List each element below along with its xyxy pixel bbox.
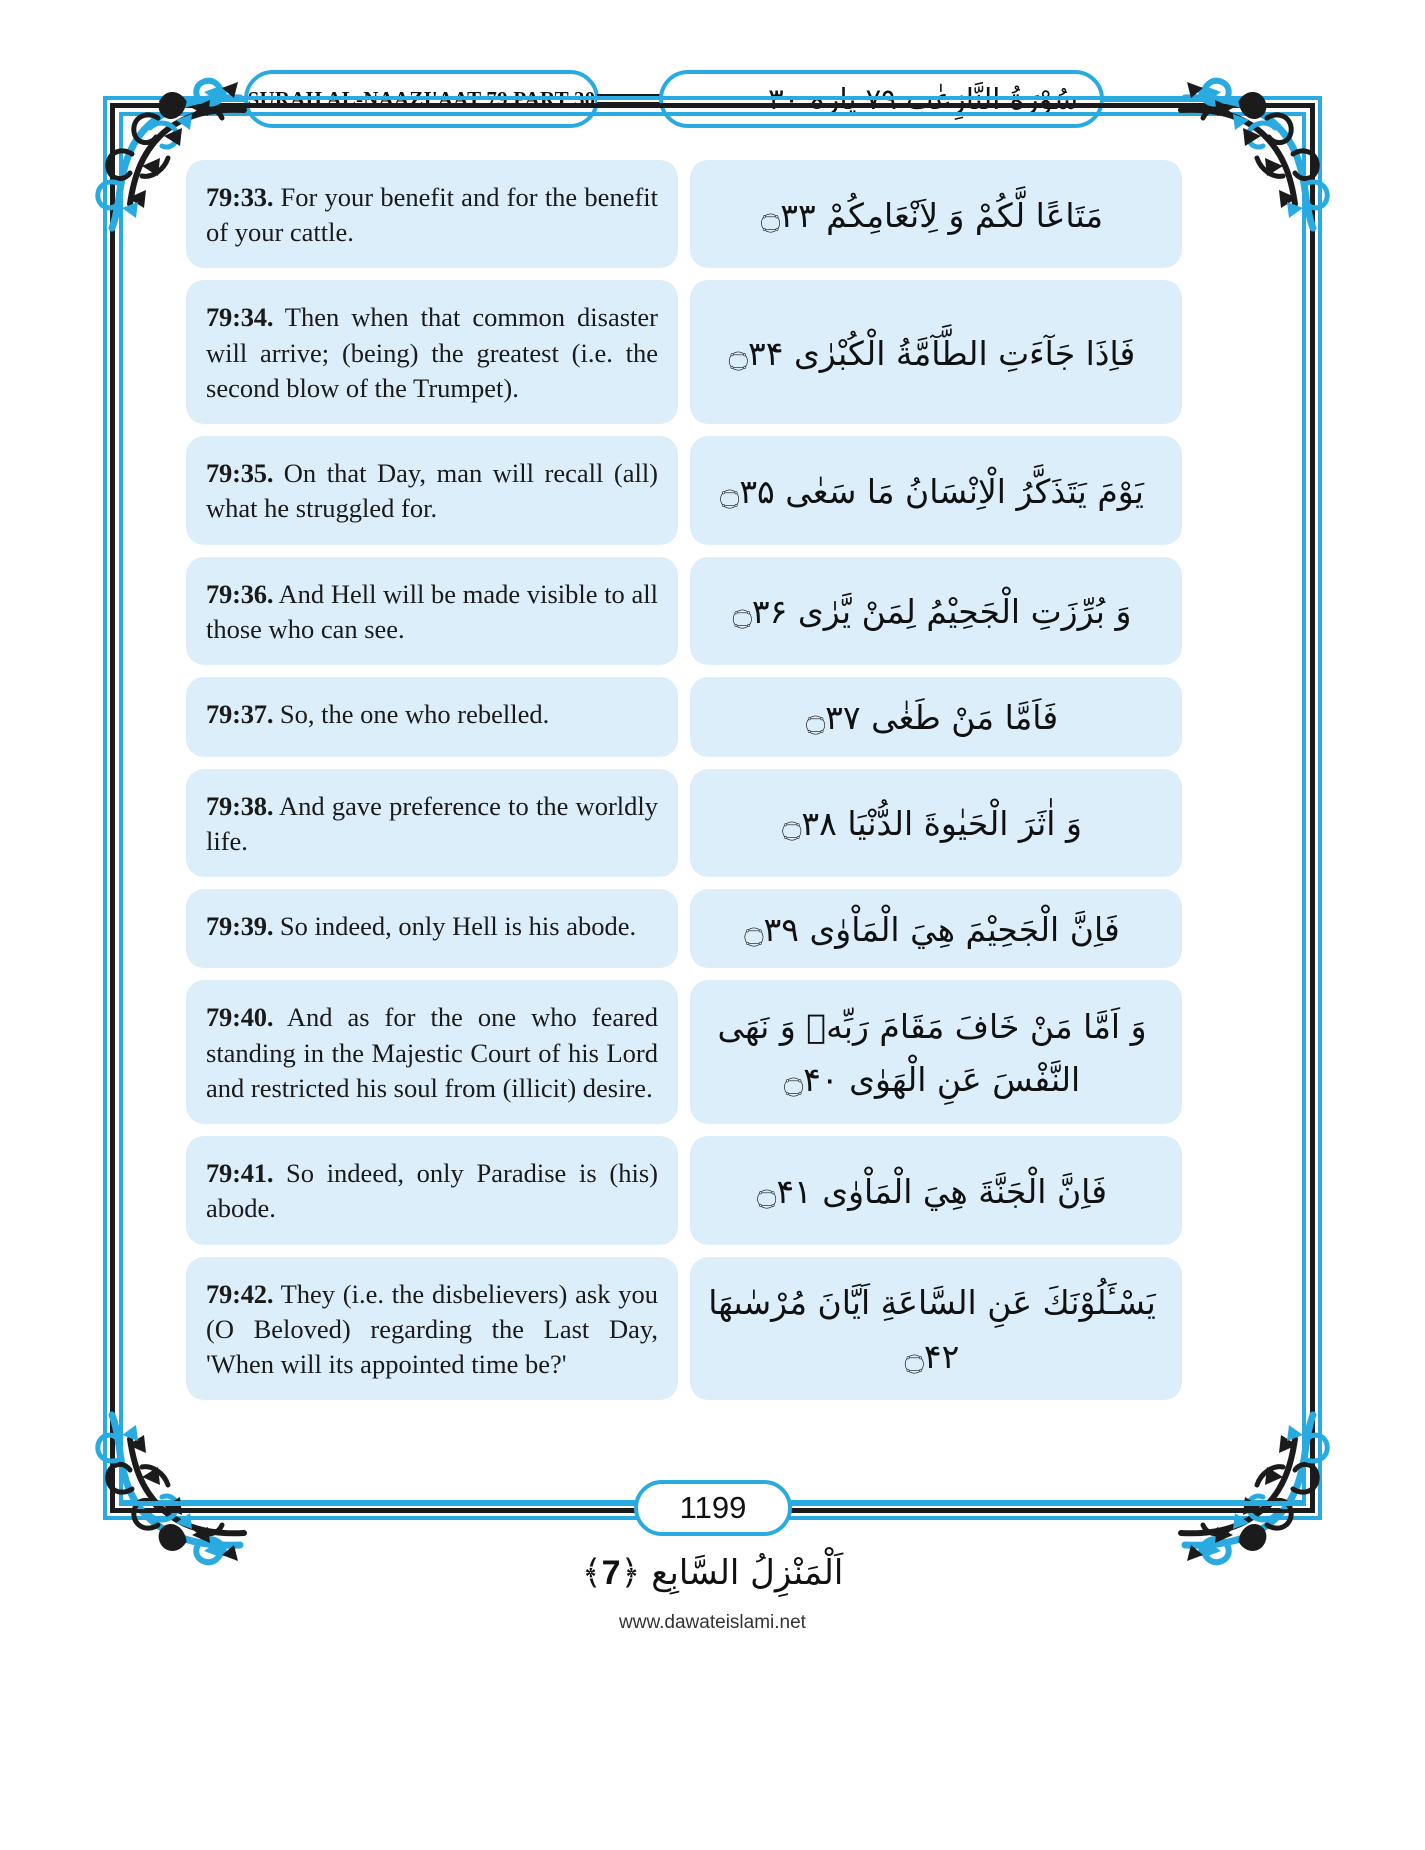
verse-row — [186, 769, 1241, 877]
verse-row — [186, 280, 1241, 424]
verse-reference: 79:41. — [206, 1158, 274, 1189]
verse-translation-text: So indeed, only Hell is his abode. — [279, 911, 637, 942]
verse-translation-cell — [186, 436, 678, 544]
verse-row — [186, 160, 1241, 268]
verse-arabic-text: يَوْمَ يَتَذَكَّرُ الْاِنْسَانُ مَا سَعٰى ۝۳۵ — [719, 471, 1144, 511]
manzil-text-close: ﴾ — [581, 1553, 602, 1593]
verse-row — [186, 980, 1241, 1124]
verse-translation-cell — [186, 769, 678, 877]
verse-translation-cell — [186, 280, 678, 424]
verse-translation-text: And gave preference to the worldly life. — [206, 790, 658, 856]
verse-row — [186, 677, 1241, 756]
verse-row — [186, 1136, 1241, 1244]
verse-reference: 79:40. — [206, 1002, 274, 1033]
verse-arabic-cell — [690, 436, 1182, 544]
verse-translation-text: So indeed, only Paradise is (his) abode. — [206, 1158, 659, 1224]
verse-row — [186, 889, 1241, 968]
page-footer — [119, 1480, 1306, 1544]
verse-arabic-cell — [690, 1136, 1182, 1244]
verse-arabic-text: يَسْـَٔلُوْنَكَ عَنِ السَّاعَةِ اَيَّانَ مُرْسٰىهَا ۝۴۲ — [708, 1283, 1156, 1376]
verse-translation-text: And Hell will be made visible to all those who can see. — [206, 578, 658, 644]
verse-translation-cell — [186, 160, 678, 268]
verse-arabic-cell — [690, 280, 1182, 424]
verse-arabic-text: وَ بُرِّزَتِ الْجَحِيْمُ لِمَنْ يَّرٰى ۝۳۶ — [732, 592, 1132, 632]
surah-title-arabic-text: سُوْرَةُ النَّازِعٰتِ ۷۹ پارہ ۳۰ — [768, 82, 1078, 116]
verse-translation-text: For your benefit and for the benefit of your cattle. — [206, 182, 659, 248]
manzil-number: 7 — [601, 1554, 621, 1592]
verse-translation-text: They (i.e. the disbelievers) ask you (O Beloved) regarding the Last Day, 'When will its appointed time be?' — [206, 1278, 658, 1380]
verse-arabic-text: فَاِنَّ الْجَحِيْمَ هِيَ الْمَاْوٰى ۝۳۹ — [744, 910, 1120, 950]
verse-arabic-text: فَاِنَّ الْجَنَّةَ هِيَ الْمَاْوٰى ۝۴۱ — [756, 1171, 1108, 1211]
verse-reference: 79:33. — [206, 182, 274, 212]
verse-row — [186, 436, 1241, 544]
verse-translation-cell — [186, 889, 678, 968]
verse-reference: 79:34. — [206, 302, 274, 333]
manzil-text: اَلْمَنْزِلُ السَّابِع ﴿ — [620, 1553, 844, 1593]
verse-reference: 79:42. — [206, 1278, 274, 1309]
page-number-badge — [634, 1480, 792, 1536]
verse-arabic-text: فَاِذَا جَآءَتِ الطَّآمَّةُ الْكُبْرٰى ۝۳۴ — [728, 333, 1136, 373]
footer-rail-right — [787, 1501, 1306, 1506]
verse-row — [186, 1257, 1241, 1401]
verse-reference: 79:36. — [206, 578, 274, 609]
page-number: 1199 — [679, 1490, 747, 1525]
verse-translation-cell — [186, 557, 678, 665]
verse-arabic-cell — [690, 769, 1182, 877]
verse-arabic-text: مَتَاعًا لَّكُمْ وَ لِاَنْعَامِكُمْ ۝۳۳ — [760, 195, 1104, 235]
verse-reference: 79:38. — [206, 790, 274, 821]
verse-translation-text: Then when that common disaster will arrive; (being) the greatest (i.e. the second blow of the Trumpet). — [206, 302, 658, 403]
verse-translation-text: So, the one who rebelled. — [279, 699, 550, 730]
surah-title-text: SURAH AL-NAAZI'AAT 79 PART 30 — [247, 86, 596, 111]
verse-reference: 79:37. — [206, 699, 274, 730]
verse-arabic-cell — [690, 1257, 1182, 1401]
verse-reference: 79:35. — [206, 458, 274, 489]
verse-arabic-cell — [690, 889, 1182, 968]
verse-arabic-text: وَ اَمَّا مَنْ خَافَ مَقَامَ رَبِّهٖ وَ نَهَى النَّفْسَ عَنِ الْهَوٰى ۝۴۰ — [717, 1006, 1147, 1100]
footer-rail-right-black — [787, 1509, 1306, 1513]
verse-reference: 79:39. — [206, 911, 274, 942]
verse-translation-text: On that Day, man will recall (all) what he struggled for. — [206, 458, 659, 524]
verse-translation-text: And as for the one who feared standing in the Majestic Court of his Lord and restricted his soul from (illicit) desire. — [206, 1002, 658, 1103]
footer-rail-left-black — [119, 1509, 639, 1513]
footer-rail-left — [119, 1501, 639, 1506]
verse-translation-cell — [186, 980, 678, 1124]
verse-arabic-cell — [690, 677, 1182, 756]
verse-translation-cell — [186, 677, 678, 756]
verse-list — [186, 160, 1241, 1412]
verse-arabic-cell — [690, 557, 1182, 665]
verse-arabic-text: فَاَمَّا مَنْ طَغٰى ۝۳۷ — [805, 698, 1059, 738]
manzil-label — [0, 1552, 1425, 1593]
website-url: www.dawateislami.net — [619, 1612, 806, 1633]
verse-translation-cell — [186, 1257, 678, 1401]
verse-arabic-cell — [690, 980, 1182, 1124]
verse-arabic-text: وَ اٰثَرَ الْحَيٰوةَ الدُّنْيَا ۝۳۸ — [782, 804, 1082, 844]
verse-arabic-cell — [690, 160, 1182, 268]
verse-row — [186, 557, 1241, 665]
verse-translation-cell — [186, 1136, 678, 1244]
